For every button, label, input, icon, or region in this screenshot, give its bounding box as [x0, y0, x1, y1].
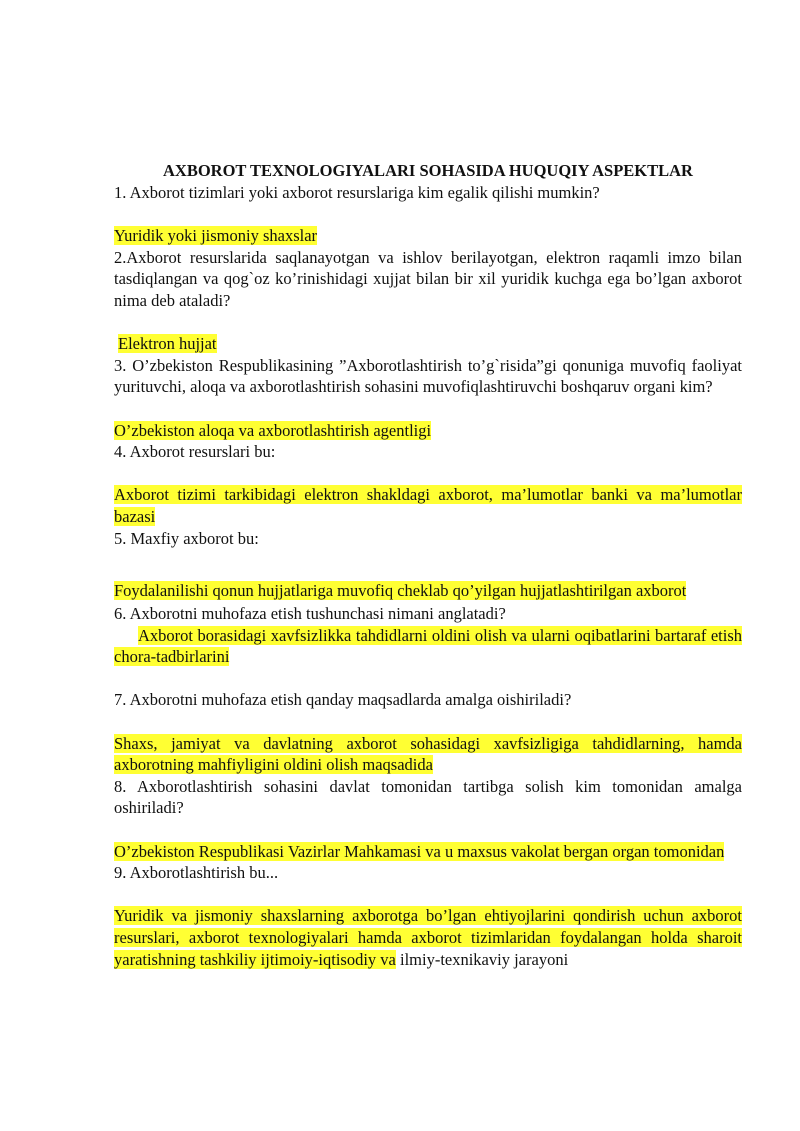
spacer — [114, 819, 742, 841]
spacer — [114, 463, 742, 485]
answer-9 — [114, 905, 742, 970]
question-4: 4. Axborot resurslari bu: — [114, 442, 276, 462]
answer-6 — [114, 625, 742, 668]
spacer — [114, 711, 742, 733]
answer-5-text: Foydalanilishi qonun hujjatlariga muvofiq cheklab qo’yilgan hujjatlashtirilgan axborot — [114, 581, 687, 601]
answer-2 — [114, 333, 742, 355]
answer-3-text: O’zbekiston aloqa va axborotlashtirish agentligi — [114, 420, 432, 440]
spacer — [114, 312, 742, 334]
answer-4 — [114, 484, 742, 527]
question-7: 7. Axborotni muhofaza etish qanday maqsadlarda amalga oishiriladi? — [114, 690, 572, 710]
question-9: 9. Axborotlashtirish bu... — [114, 863, 279, 883]
document-title: AXBOROT TEXNOLOGIYALARI SOHASIDA HUQUQIY ASPEKTLAR — [163, 161, 693, 180]
answer-1 — [114, 225, 742, 247]
answer-9-plain-text: ilmiy-texnikaviy jarayoni — [395, 949, 569, 969]
answer-7 — [114, 733, 742, 776]
question-1: 1. Axborot tizimlari yoki axborot resurslariga kim egalik qilishi mumkin? — [114, 183, 600, 202]
question-3: 3. O’zbekiston Respublikasining ”Axborotlashtirish to’g`risida”gi qonuniga muvofiq faoliyat yurituvchi, aloqa va axborotlashtirish sohasini muvofiqlashtiruvchi boshqaruv organi kim? — [114, 355, 742, 397]
answer-3 — [114, 420, 742, 442]
answer-4-text: Axborot tizimi tarkibidagi elektron shakldagi axborot, ma’lumotlar banki va ma’lumotlar bazasi — [114, 485, 742, 526]
spacer — [114, 884, 742, 906]
answer-6-text: Axborot borasidagi xavfsizlikka tahdidlarni oldini olish va ularni oqibatlarini bartaraf etish chora-tadbirlarini — [114, 625, 742, 667]
question-6: 6. Axborotni muhofaza etish tushunchasi nimani anglatadi? — [114, 604, 506, 624]
answer-2-text: Elektron hujjat — [118, 334, 217, 354]
spacer — [114, 398, 742, 420]
answer-9-highlighted-text: Yuridik va jismoniy shaxslarning axborotga bo’lgan ehtiyojlarini qondirish uchun axborot resurslari, axborot texnologiyalari hamda axborot tizimlaridan foydalangan holda sharoit yaratishning tashkiliy ijtimoiy-iqtisodiy va — [114, 906, 742, 969]
spacer — [114, 668, 742, 690]
question-2: 2.Axborot resurslarida saqlanayotgan va ishlov berilayotgan, elektron raqamli imzo bilan tasdiqlangan va qog`oz ko’rinishidagi xujjat bilan bir xil yuridik kuchga ega bo’lgan axborot nima deb ataladi? — [114, 247, 742, 310]
answer-8-text: O’zbekiston Respublikasi Vazirlar Mahkamasi va u maxsus vakolat bergan organ tomonidan — [114, 841, 725, 861]
answer-8 — [114, 841, 742, 863]
document-page — [114, 160, 742, 970]
answer-5 — [114, 579, 742, 603]
question-8: 8. Axborotlashtirish sohasini davlat tomonidan tartibga solish kim tomonidan amalga oshiriladi? — [114, 776, 742, 818]
question-5: 5. Maxfiy axborot bu: — [114, 528, 259, 548]
spacer — [114, 204, 742, 226]
answer-7-text: Shaxs, jamiyat va davlatning axborot sohasidagi xavfsizligiga tahdidlarning, hamda axborotning mahfiyligini oldini olish maqsadida — [114, 733, 742, 775]
answer-1-text: Yuridik yoki jismoniy shaxslar — [114, 226, 318, 246]
spacer — [114, 549, 742, 579]
